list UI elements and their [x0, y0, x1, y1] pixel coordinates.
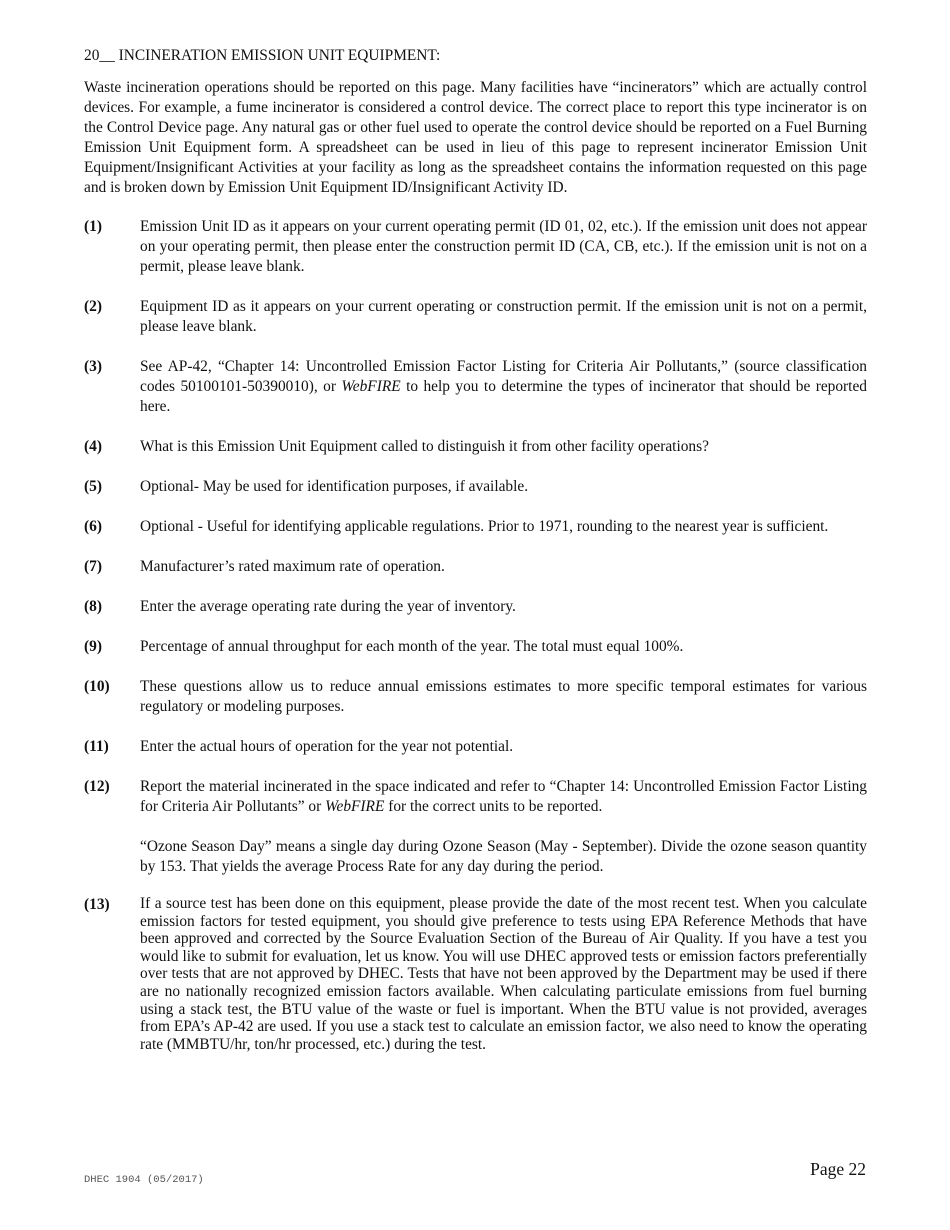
- instruction-item-9: [84, 637, 867, 657]
- item-number: (11): [84, 738, 109, 755]
- item-number: (1): [84, 218, 102, 235]
- item-text: [140, 357, 867, 417]
- page-number: Page 22: [810, 1159, 866, 1179]
- item-text: What is this Emission Unit Equipment called to distinguish it from other facility operations?: [140, 438, 709, 455]
- item-number: (8): [84, 598, 102, 615]
- item-number: (7): [84, 558, 102, 575]
- item-text: Optional - Useful for identifying applicable regulations. Prior to 1971, rounding to the nearest year is sufficient.: [140, 518, 829, 535]
- instruction-item-13: [84, 895, 867, 1053]
- page-title: 20__ INCINERATION EMISSION UNIT EQUIPMENT:: [84, 47, 441, 64]
- item-number: (5): [84, 478, 102, 495]
- item-number: (10): [84, 678, 110, 695]
- item-number: (4): [84, 438, 102, 455]
- form-identifier: DHEC 1904 (05/2017): [84, 1174, 204, 1186]
- instruction-item-3: [84, 357, 867, 417]
- item-text-part: See AP-42, “Chapter 14: Uncontrolled Emission Factor Listing for Criteria Air Pollutants,” (source classification codes 50100101-50390010), or: [140, 358, 867, 395]
- item-text: Enter the actual hours of operation for the year not potential.: [140, 738, 514, 755]
- item-number: (3): [84, 358, 102, 375]
- item-text: Equipment ID as it appears on your current operating or construction permit. If the emission unit is not on a permit, please leave blank.: [140, 298, 867, 335]
- instruction-item-12: [84, 777, 867, 817]
- item-text-part: to help you to determine the types of incinerator that should be reported here.: [140, 378, 867, 415]
- item-text: Percentage of annual throughput for each month of the year. The total must equal 100%.: [140, 638, 684, 655]
- instruction-item-2: [84, 297, 867, 337]
- instruction-item-1: [84, 217, 867, 277]
- item-text: Manufacturer’s rated maximum rate of operation.: [140, 558, 445, 575]
- instruction-item-4: [84, 437, 867, 457]
- item-number: (6): [84, 518, 102, 535]
- instruction-item-11: [84, 737, 867, 757]
- item-text: These questions allow us to reduce annual emissions estimates to more specific temporal estimates for various regulatory or modeling purposes.: [140, 678, 867, 715]
- webfire-reference: WebFIRE: [341, 378, 401, 395]
- item-text: Enter the average operating rate during the year of inventory.: [140, 598, 516, 615]
- instruction-item-7: [84, 557, 867, 577]
- item-number: (2): [84, 298, 102, 315]
- ozone-season-note: “Ozone Season Day” means a single day during Ozone Season (May - September). Divide the ozone season quantity by 153. That yields the average Process Rate for any day during the period.: [140, 838, 867, 875]
- item-text-part: Report the material incinerated in the space indicated and refer to “Chapter 14: Uncontrolled Emission Factor Listing for Criteria Air Pollutants” or: [140, 778, 867, 815]
- item-text: [140, 777, 867, 817]
- intro-paragraph: Waste incineration operations should be reported on this page. Many facilities have “incinerators” which are actually control devices. For example, a fume incinerator is considered a control device. The correct place to report this type incinerator is on the Control Device page. Any natural gas or other fuel used to operate the control device should be reported on a Fuel Burning Emission Unit Equipment form. A spreadsheet can be used in lieu of this page to represent incinerator Emission Unit Equipment/Insignificant Activities at your facility as long as the spreadsheet contains the information requested on this page and is broken down by Emission Unit Equipment ID/Insignificant Activity ID.: [84, 79, 867, 196]
- instruction-item-5: [84, 477, 867, 497]
- item-number: (12): [84, 778, 110, 795]
- instruction-item-6: [84, 517, 867, 537]
- item-text: If a source test has been done on this equipment, please provide the date of the most recent test. When you calculate emission factors for tested equipment, you should give preference to tests using EPA Reference Methods that have been approved and corrected by the Source Evaluation Section of the Bureau of Air Quality. If you have a test you would like to submit for evaluation, let us know. You will use DHEC approved tests or emission factors preferentially over tests that are not approved by DHEC. Tests that have not been approved by the Department may be used if there are no nationally recognized emission factors available. When calculating particulate emissions from fuel burning using a stack test, the BTU value of the waste or fuel is important. When the BTU value is not provided, averages from EPA’s AP-42 are used. If you use a stack test to calculate an emission factor, we also need to know the operating rate (MMBTU/hr, ton/hr processed, etc.) during the test.: [140, 895, 867, 1053]
- document-page: [84, 46, 867, 1073]
- item-text-part: for the correct units to be reported.: [384, 798, 603, 815]
- instruction-item-10: [84, 677, 867, 717]
- item-number: (13): [84, 896, 110, 913]
- item-text: Emission Unit ID as it appears on your current operating permit (ID 01, 02, etc.). If the emission unit does not appear on your operating permit, then please enter the construction permit ID (CA, CB, etc.). If the emission unit is not on a permit, please leave blank.: [140, 218, 867, 275]
- instruction-item-8: [84, 597, 867, 617]
- item-number: (9): [84, 638, 102, 655]
- webfire-reference: WebFIRE: [325, 798, 385, 815]
- item-text: Optional- May be used for identification purposes, if available.: [140, 478, 529, 495]
